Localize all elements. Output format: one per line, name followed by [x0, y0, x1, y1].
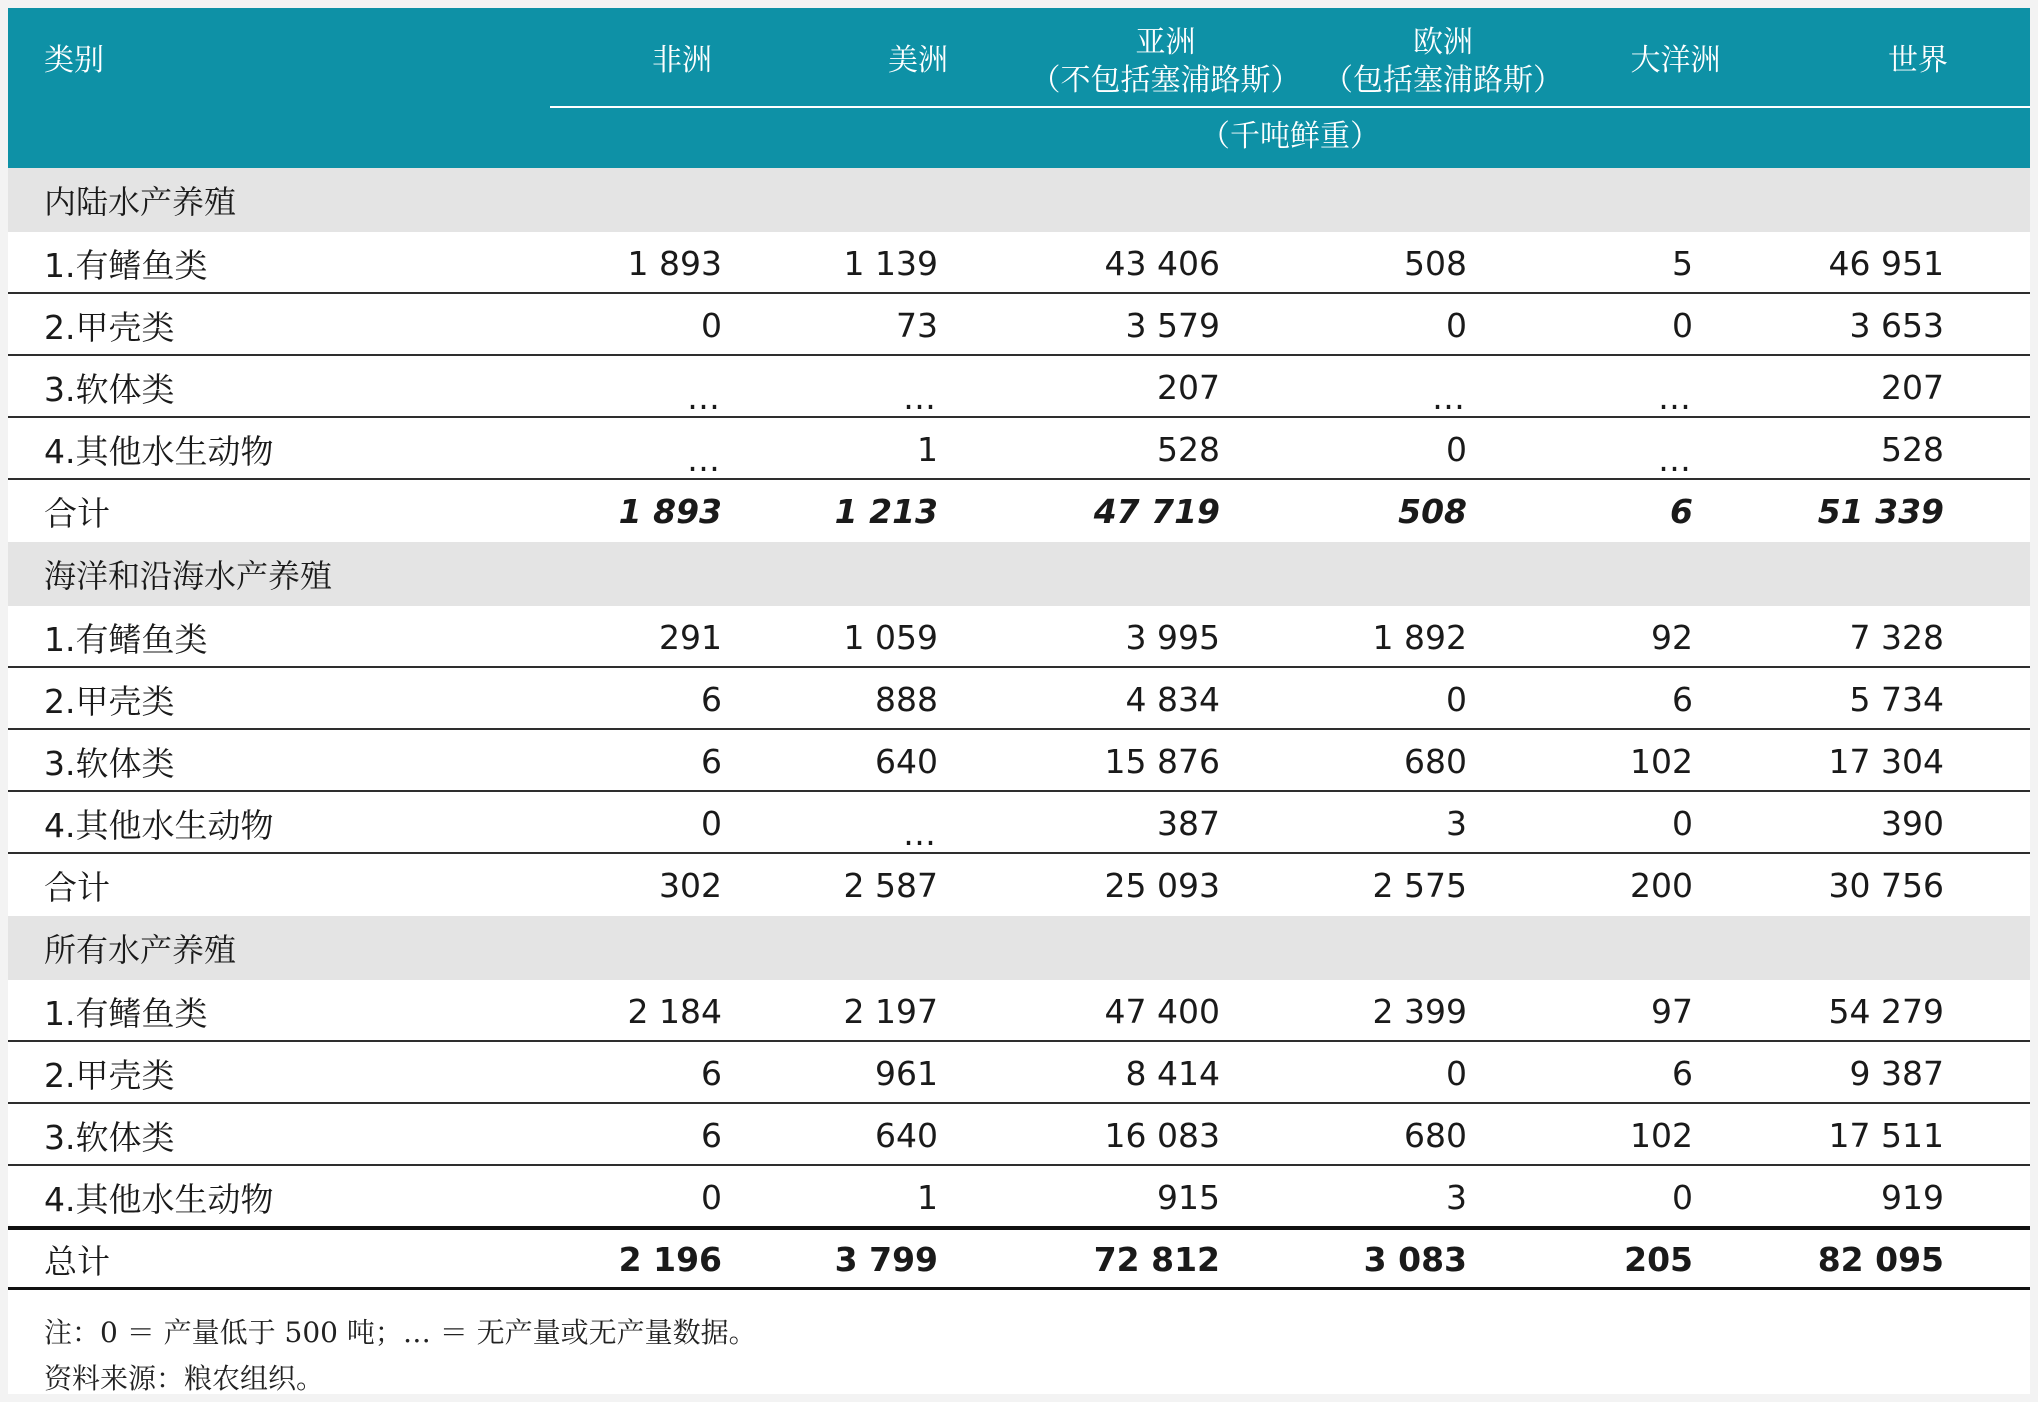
table-cell: 302 [659, 865, 722, 905]
table-cell: 3 995 [1125, 617, 1220, 657]
section-header-label: 海洋和沿海水产养殖 [44, 557, 333, 595]
table-cell: 3 [1446, 1177, 1467, 1217]
table-row [8, 668, 2030, 730]
table-cell: 3 799 [834, 1239, 938, 1279]
table-cell: 207 [1881, 367, 1944, 407]
table-cell: 291 [659, 617, 722, 657]
table-row [8, 980, 2030, 1042]
table-row-label: 3.软体类 [44, 743, 175, 783]
grand-total-row [8, 1228, 2030, 1290]
table-cell: 640 [875, 1115, 938, 1155]
header-europe [1303, 24, 1583, 100]
table-cell: 8 414 [1125, 1053, 1220, 1093]
table-row-label: 1.有鳍鱼类 [44, 993, 208, 1033]
subtotal-row-label: 合计 [44, 867, 110, 907]
table-cell: 205 [1624, 1239, 1693, 1279]
table-header [8, 8, 2030, 168]
table-cell: 2 197 [843, 991, 938, 1031]
table-row [8, 294, 2030, 356]
table-cell: 0 [1672, 803, 1693, 843]
table-cell: 0 [1672, 305, 1693, 345]
table-cell: 1 893 [618, 491, 722, 531]
header-asia-note: （不包括塞浦路斯） [1030, 63, 1301, 98]
subtotal-row [8, 480, 2030, 542]
table-cell: … [687, 377, 722, 417]
table-cell: 7 328 [1849, 617, 1944, 657]
table-row-label: 1.有鳍鱼类 [44, 245, 208, 285]
table-cell: 3 083 [1363, 1239, 1467, 1279]
table-cell: 919 [1881, 1177, 1944, 1217]
table-cell: 9 387 [1849, 1053, 1944, 1093]
header-africa: 非洲 [652, 43, 712, 78]
table-cell: … [687, 439, 722, 479]
table-row-label: 2.甲壳类 [44, 307, 175, 347]
header-americas: 美洲 [888, 43, 948, 78]
table-row-label: 4.其他水生动物 [44, 1179, 274, 1219]
table-cell: 0 [1446, 679, 1467, 719]
table-cell: 528 [1881, 429, 1944, 469]
table-cell: 2 196 [618, 1239, 722, 1279]
table-cell: 2 184 [627, 991, 722, 1031]
table-cell: 17 304 [1828, 741, 1944, 781]
table-cell: 1 893 [627, 243, 722, 283]
table-cell: 888 [875, 679, 938, 719]
table-row [8, 1166, 2030, 1228]
table-row-label: 4.其他水生动物 [44, 431, 274, 471]
table-cell: 200 [1630, 865, 1693, 905]
table-cell: … [903, 377, 938, 417]
table-cell: 16 083 [1104, 1115, 1220, 1155]
table-cell: 92 [1651, 617, 1693, 657]
table-notes [44, 1310, 757, 1402]
table-cell: 3 [1446, 803, 1467, 843]
section-header [8, 168, 2030, 232]
table-cell: 0 [1672, 1177, 1693, 1217]
table-cell: 30 756 [1828, 865, 1944, 905]
table-cell: 1 [917, 429, 938, 469]
table-cell: 47 400 [1104, 991, 1220, 1031]
table-cell: 680 [1404, 741, 1467, 781]
table-cell: 4 834 [1125, 679, 1220, 719]
unit-label: （千吨鲜重） [1200, 119, 1380, 154]
table-cell: 6 [701, 741, 722, 781]
table-cell: 82 095 [1817, 1239, 1944, 1279]
header-europe-note: （包括塞浦路斯） [1323, 63, 1563, 98]
table-cell: 0 [701, 1177, 722, 1217]
table-cell: 390 [1881, 803, 1944, 843]
table-cell: 0 [1446, 429, 1467, 469]
grand-total-row-label: 总计 [44, 1241, 110, 1281]
table-cell: 1 213 [834, 491, 938, 531]
table-cell: 3 579 [1125, 305, 1220, 345]
table-cell: 680 [1404, 1115, 1467, 1155]
header-category: 类别 [44, 43, 104, 78]
table-row-label: 2.甲壳类 [44, 681, 175, 721]
table-cell: 508 [1404, 243, 1467, 283]
table-row-label: 1.有鳍鱼类 [44, 619, 208, 659]
table-row [8, 418, 2030, 480]
table-cell: 43 406 [1104, 243, 1220, 283]
table-cell: 2 575 [1372, 865, 1467, 905]
table-cell: 0 [1446, 305, 1467, 345]
table-cell: 1 059 [843, 617, 938, 657]
source-text: 资料来源：粮农组织。 [44, 1362, 325, 1395]
table-cell: … [1658, 439, 1693, 479]
table-body [8, 168, 2030, 1290]
table-cell: 528 [1157, 429, 1220, 469]
table-cell: 46 951 [1828, 243, 1944, 283]
table-row [8, 1042, 2030, 1104]
table-cell: 508 [1398, 491, 1467, 531]
table-row [8, 606, 2030, 668]
section-header [8, 542, 2030, 606]
table-cell: 2 399 [1372, 991, 1467, 1031]
table-cell: … [1658, 377, 1693, 417]
table-cell: 54 279 [1828, 991, 1944, 1031]
table-cell: 72 812 [1093, 1239, 1220, 1279]
table-cell: 0 [701, 305, 722, 345]
table-cell: 1 139 [843, 243, 938, 283]
table-cell: 5 [1672, 243, 1693, 283]
aquaculture-table [8, 8, 2030, 1394]
subtotal-row-label: 合计 [44, 493, 110, 533]
header-europe-label: 欧洲 [1413, 25, 1473, 60]
table-cell: 73 [896, 305, 938, 345]
table-cell: … [903, 813, 938, 853]
table-cell: 961 [875, 1053, 938, 1093]
header-oceania: 大洋洲 [1630, 43, 1721, 78]
table-cell: 102 [1630, 741, 1693, 781]
table-cell: 47 719 [1093, 491, 1220, 531]
table-cell: 6 [1672, 1053, 1693, 1093]
table-cell: 0 [701, 803, 722, 843]
table-row [8, 1104, 2030, 1166]
table-cell: 0 [1446, 1053, 1467, 1093]
header-divider [550, 106, 2030, 108]
table-cell: 915 [1157, 1177, 1220, 1217]
header-asia-label: 亚洲 [1135, 25, 1196, 60]
table-cell: 6 [701, 1115, 722, 1155]
header-world: 世界 [1888, 43, 1948, 78]
header-asia [1018, 24, 1313, 100]
table-cell: 25 093 [1104, 865, 1220, 905]
section-header-label: 所有水产养殖 [44, 931, 237, 969]
table-cell: 3 653 [1849, 305, 1944, 345]
table-cell: 5 734 [1849, 679, 1944, 719]
table-cell: … [1432, 377, 1467, 417]
table-cell: 51 339 [1817, 491, 1944, 531]
table-cell: 17 511 [1828, 1115, 1944, 1155]
table-cell: 1 892 [1372, 617, 1467, 657]
section-header-label: 内陆水产养殖 [44, 183, 237, 221]
table-row [8, 792, 2030, 854]
table-cell: 2 587 [843, 865, 938, 905]
table-cell: 102 [1630, 1115, 1693, 1155]
note-text: 注：0 ＝ 产量低于 500 吨；… ＝ 无产量或无产量数据。 [44, 1316, 757, 1349]
subtotal-row [8, 854, 2030, 916]
table-cell: 387 [1157, 803, 1220, 843]
table-row [8, 356, 2030, 418]
table-cell: 1 [917, 1177, 938, 1217]
table-cell: 15 876 [1104, 741, 1220, 781]
table-cell: 6 [1672, 679, 1693, 719]
table-row-label: 3.软体类 [44, 369, 175, 409]
table-row-label: 4.其他水生动物 [44, 805, 274, 845]
table-row-label: 3.软体类 [44, 1117, 175, 1157]
table-row-label: 2.甲壳类 [44, 1055, 175, 1095]
table-cell: 97 [1651, 991, 1693, 1031]
table-cell: 6 [1670, 491, 1693, 531]
table-cell: 6 [701, 679, 722, 719]
table-cell: 207 [1157, 367, 1220, 407]
table-cell: 640 [875, 741, 938, 781]
table-row [8, 730, 2030, 792]
section-header [8, 916, 2030, 980]
table-cell: 6 [701, 1053, 722, 1093]
table-row [8, 232, 2030, 294]
